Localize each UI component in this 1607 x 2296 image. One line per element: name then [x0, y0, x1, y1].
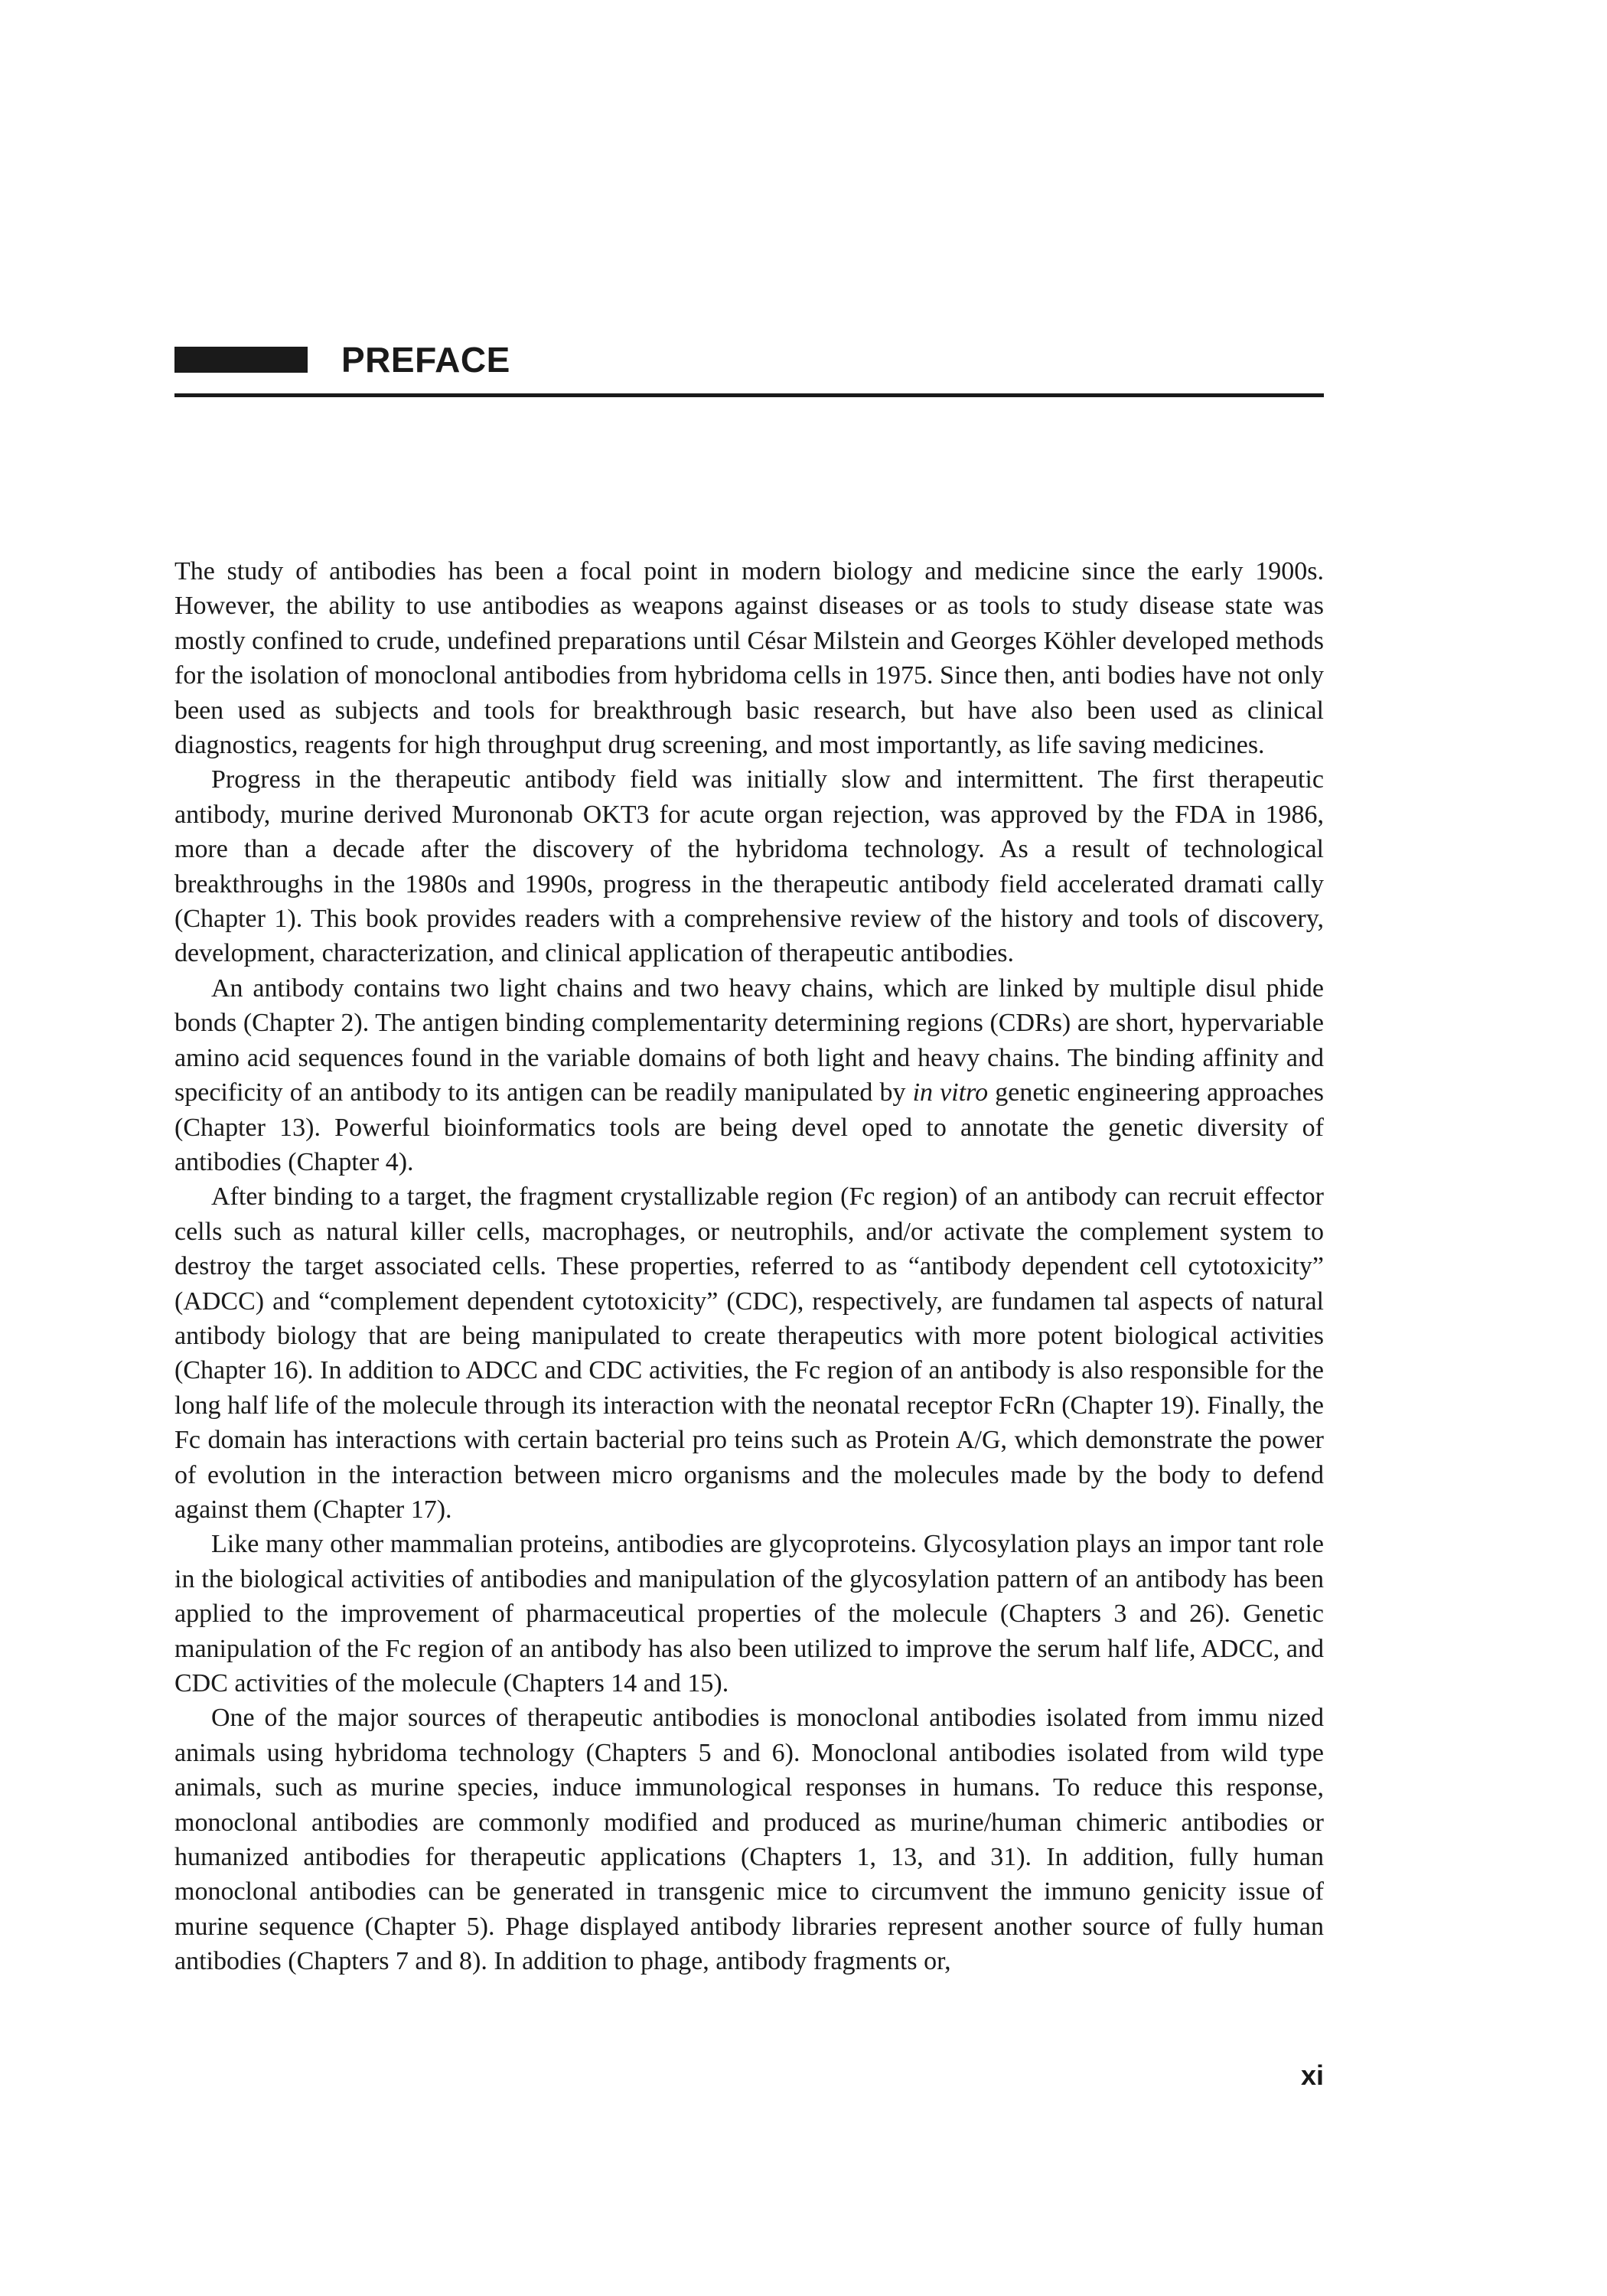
- paragraph-3-text-before: An antibody contains two light chains and two heavy chains, which are linked by multiple disul phide bonds (Chapter 2). The antigen binding complementarity determining regions (CDRs) are short, hypervariable amino acid sequences found in the variable domains of both light and heavy chains. The binding affinity and specificity of an antibody to its antigen can be readily manipulated by: [174, 974, 1324, 1107]
- paragraph-4: After binding to a target, the fragment crystallizable region (Fc region) of an antibody can recruit effector cells such as natural killer cells, macrophages, or neutrophils, and/or activate the complement system to destroy the target associated cells. These properties, referred to as “antibody dependent cell cytotoxicity” (ADCC) and “complement dependent cytotoxicity” (CDC), respectively, are fundamen tal aspects of natural antibody biology that are being manipulated to create therapeutics with more potent biological activities (Chapter 16). In addition to ADCC and CDC activities, the Fc region of an antibody is also responsible for the long half life of the molecule through its interaction with the neonatal receptor FcRn (Chapter 19). Finally, the Fc domain has interactions with certain bacterial pro teins such as Protein A/G, which demonstrate the power of evolution in the interaction between micro organisms and the molecules made by the body to defend against them (Chapter 17).: [174, 1182, 1324, 1524]
- paragraph-1: The study of antibodies has been a focal point in modern biology and medicine since the early 1900s. However, the ability to use antibodies as weapons against diseases or as tools to study disease state was mostly confined to crude, undefined preparations until César Milstein and Georges Köhler developed methods for the isolation of monoclonal antibodies from hybridoma cells in 1975. Since then, anti bodies have not only been used as subjects and tools for breakthrough basic research, but have also been used as clinical diagnostics, reagents for high throughput drug screening, and most importantly, as life saving medicines.: [174, 557, 1324, 760]
- paragraph-3-italic-term: in vitro: [912, 1078, 989, 1107]
- heading-title: PREFACE: [341, 340, 510, 380]
- paragraph-5: Like many other mammalian proteins, antibodies are glycoproteins. Glycosylation plays an impor tant role in the biological activities of antibodies and manipulation of the glycosylation pattern of an antibody has been applied to the improvement of pharmaceutical properties of the molecule (Chapters 3 and 26). Genetic manipulation of the Fc region of an antibody has also been utilized to improve the serum half life, ADCC, and CDC activities of the molecule (Chapters 14 and 15).: [174, 1530, 1324, 1698]
- paragraph-3-text-after: genetic engineering approaches (Chapter 13). Powerful bioinformatics tools are being devel oped to annotate the genetic diversity of antibodies (Chapter 4).: [174, 1078, 1324, 1176]
- page-number: xi: [1300, 2060, 1324, 2091]
- heading-decorative-bar: [174, 347, 308, 373]
- chapter-heading: [174, 340, 1324, 397]
- paragraph-6: One of the major sources of therapeutic antibodies is monoclonal antibodies isolated from immu nized animals using hybridoma technology (Chapters 5 and 6). Monoclonal antibodies isolated from wild type animals, such as murine species, induce immunological responses in humans. To reduce this response, monoclonal antibodies are commonly modified and produced as murine/human chimeric antibodies or humanized antibodies for therapeutic applications (Chapters 1, 13, and 31). In addition, fully human monoclonal antibodies can be generated in transgenic mice to circumvent the immuno genicity issue of murine sequence (Chapter 5). Phage displayed antibody libraries represent another source of fully human antibodies (Chapters 7 and 8). In addition to phage, antibody fragments or,: [174, 1704, 1324, 1976]
- paragraph-2: Progress in the therapeutic antibody field was initially slow and intermittent. The first therapeutic antibody, murine derived Murononab OKT3 for acute organ rejection, was approved by the FDA in 1986, more than a decade after the discovery of the hybridoma technology. As a result of technological breakthroughs in the 1980s and 1990s, progress in the therapeutic antibody field accelerated dramati cally (Chapter 1). This book provides readers with a comprehensive review of the history and tools of discovery, development, characterization, and clinical application of therapeutic antibodies.: [174, 765, 1324, 968]
- paragraph-3: [174, 971, 1324, 1179]
- body-text: [174, 554, 1324, 1979]
